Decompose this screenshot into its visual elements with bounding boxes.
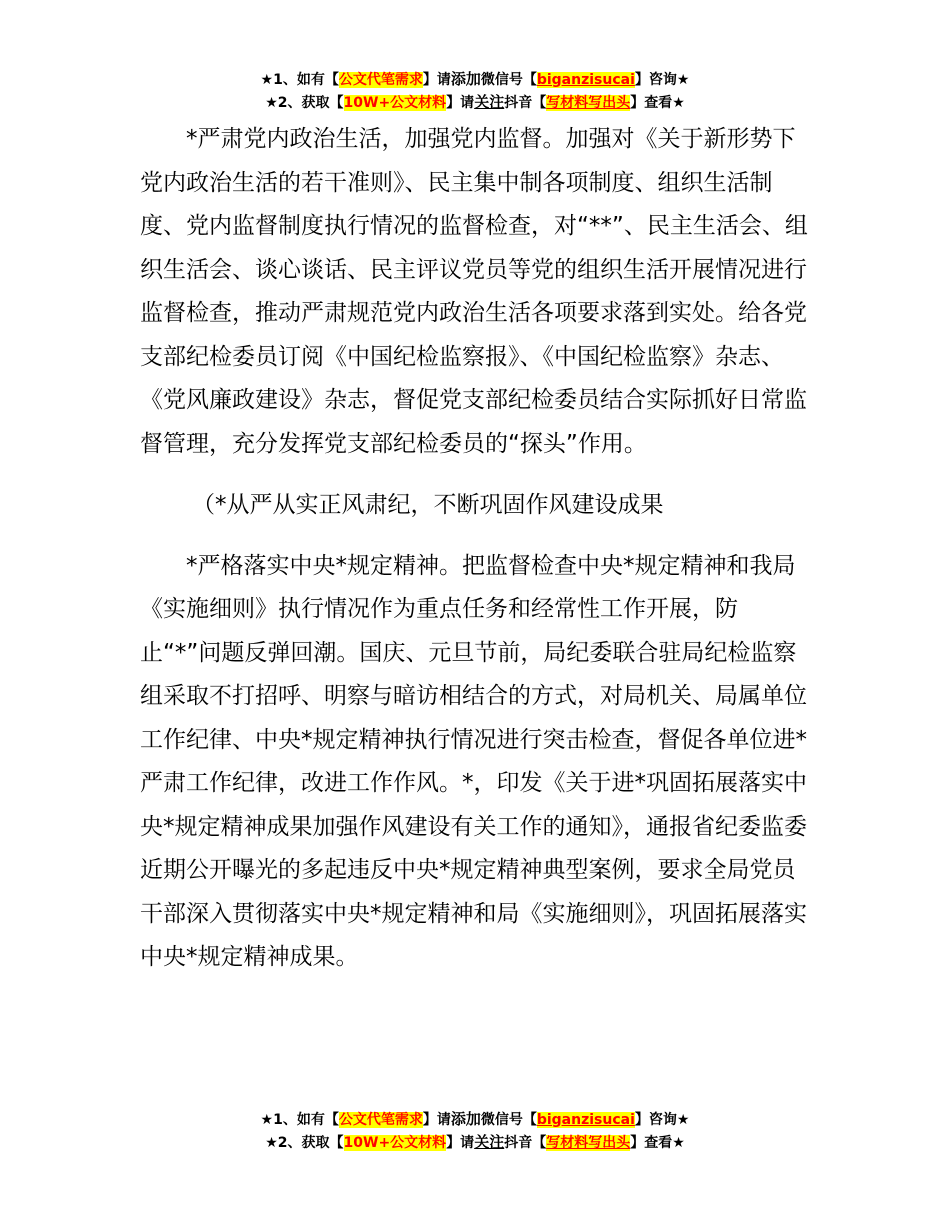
highlight-text: 公文代笔需求: [338, 72, 423, 88]
banner-text: 微信号【: [480, 72, 537, 88]
banner-text: 】请: [446, 95, 475, 111]
footer-banner: [0, 1108, 950, 1154]
banner-line-1: [0, 1108, 950, 1131]
banner-text: 】请: [422, 72, 451, 88]
header-banner: [0, 68, 950, 114]
paragraph-1: *严肃党内政治生活，加强党内监督。加强对《关于新形势下党内政治生活的若干准则》、民主集中制各项制度、组织生活制度、党内监督制度执行情况的监督检查，对“**”、民主生活会、组织生活会、谈心谈话、民主评议党员等党的组织生活开展情况进行监督检查，推动严肃规范党内政治生活各项要求落到实处。给各党支部纪检委员订阅《中国纪检监察报》、《中国纪检监察》杂志、《党风廉政建设》杂志，督促党支部纪检委员结合实际抓好日常监督管理，充分发挥党支部纪检委员的“探头”作用。: [140, 126, 808, 457]
banner-line-2: [0, 91, 950, 114]
section-heading: （*从严从实正风肃纪，不断巩固作风建设成果: [192, 492, 664, 518]
banner-text: ★2、获取【: [265, 1135, 344, 1151]
highlight-text: 公文代笔需求: [338, 1112, 423, 1128]
emphasis-text: 关注: [474, 93, 505, 111]
document-body: [140, 118, 816, 980]
banner-line-1: [0, 68, 950, 91]
wechat-id: biganzisucai: [536, 1112, 635, 1128]
banner-text: 】请: [446, 1135, 475, 1151]
banner-text: ★2、获取【: [265, 95, 344, 111]
douyin-id: 写材料写出头: [546, 95, 631, 111]
banner-text: 】查看★: [630, 95, 685, 111]
emphasis-text: 关注: [474, 1133, 505, 1151]
emphasis-text: 添加: [450, 1110, 481, 1128]
banner-text: ★1、如有【: [260, 72, 339, 88]
emphasis-text: 添加: [450, 70, 481, 88]
banner-text: 】请: [422, 1112, 451, 1128]
highlight-text: 10W+公文材料: [343, 1135, 447, 1151]
highlight-text: 10W+公文材料: [343, 95, 447, 111]
douyin-id: 写材料写出头: [546, 1135, 631, 1151]
wechat-id: biganzisucai: [536, 72, 635, 88]
banner-text: 】咨询★: [634, 1112, 690, 1128]
banner-text: 抖音【: [504, 1135, 547, 1151]
banner-text: 】咨询★: [634, 72, 690, 88]
banner-text: 】查看★: [630, 1135, 685, 1151]
banner-text: 抖音【: [504, 95, 547, 111]
banner-line-2: [0, 1131, 950, 1154]
banner-text: 微信号【: [480, 1112, 537, 1128]
paragraph-2: *严格落实中央*规定精神。把监督检查中央*规定精神和我局《实施细则》执行情况作为重点任务和经常性工作开展，防止“*”问题反弹回潮。国庆、元旦节前，局纪委联合驻局纪检监察组采取不打招呼、明察与暗访相结合的方式，对局机关、局属单位工作纪律、中央*规定精神执行情况进行突击检查，督促各单位进*严肃工作纪律，改进工作作风。*，印发《关于进*巩固拓展落实中央*规定精神成果加强作风建设有关工作的通知》，通报省纪委监委近期公开曝光的多起违反中央*规定精神典型案例，要求全局党员干部深入贯彻落实中央*规定精神和局《实施细则》，巩固拓展落实中央*规定精神成果。: [140, 552, 807, 970]
banner-text: ★1、如有【: [260, 1112, 339, 1128]
